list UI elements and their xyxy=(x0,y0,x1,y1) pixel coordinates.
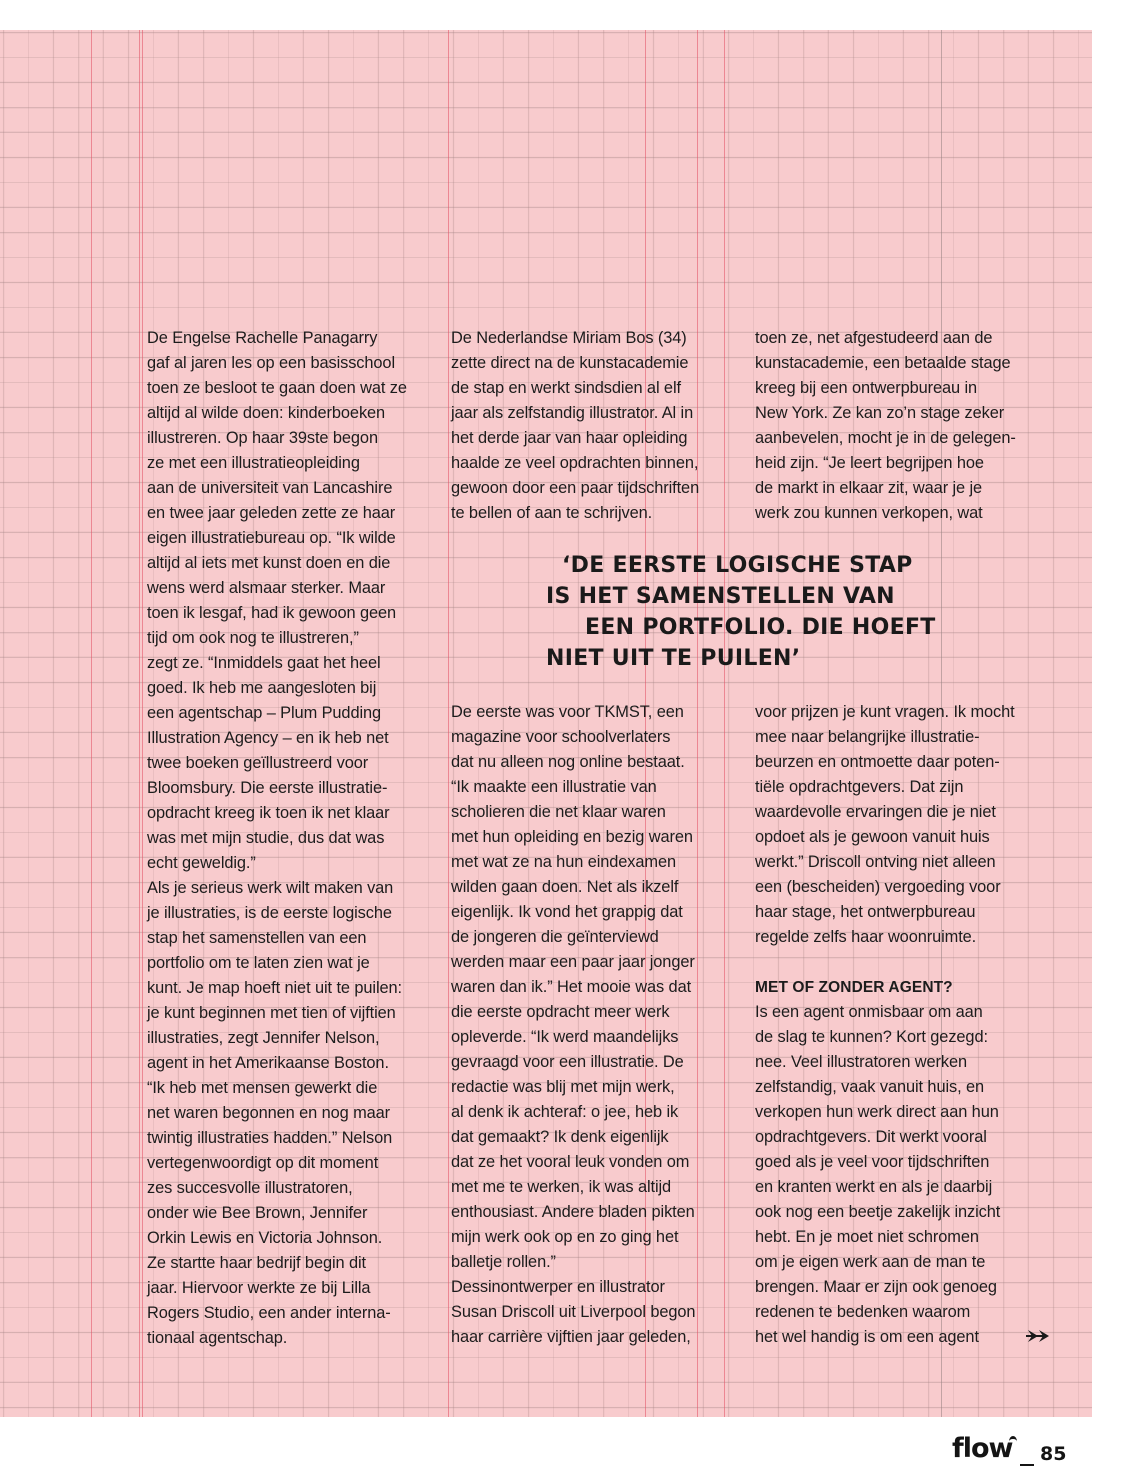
text-line: nee. Veel illustratoren werken xyxy=(755,1053,968,1071)
text-line: verkopen hun werk direct aan hun xyxy=(755,1103,999,1121)
text-line: portfolio om te laten zien wat je xyxy=(147,954,370,972)
red-rule-line xyxy=(697,30,698,1417)
text-line: zette direct na de kunstacademie xyxy=(451,354,689,372)
text-line: die eerste opdracht meer werk xyxy=(451,1003,670,1021)
text-line: twee boeken geïllustreerd voor xyxy=(147,754,369,772)
red-rule-line xyxy=(91,30,92,1417)
text-line: werden maar een paar jaar jonger xyxy=(451,953,695,971)
text-line: brengen. Maar er zijn ook genoeg xyxy=(755,1278,997,1296)
text-line: met me te werken, ik was altijd xyxy=(451,1178,672,1196)
text-line: opdoet als je gewoon vanuit huis xyxy=(755,828,990,846)
text-line: toen ze, net afgestudeerd aan de xyxy=(755,329,993,347)
section-heading: MET OF ZONDER AGENT? xyxy=(755,979,953,996)
text-line: de markt in elkaar zit, waar je je xyxy=(755,479,983,497)
text-line: De Engelse Rachelle Panagarry xyxy=(147,329,378,347)
text-line: altijd al iets met kunst doen en die xyxy=(147,554,391,572)
column-2-bottom xyxy=(451,700,695,1350)
text-line: magazine voor schoolverlaters xyxy=(451,728,671,746)
red-rule-line xyxy=(448,30,449,1417)
text-line: Ze startte haar bedrijf begin dit xyxy=(147,1254,367,1272)
text-line: voor prijzen je kunt vragen. Ik mocht xyxy=(755,703,1015,721)
text-line: illustreren. Op haar 39ste begon xyxy=(147,429,378,447)
text-line: gaf al jaren les op een basisschool xyxy=(147,354,395,372)
text-line: vertegenwoordigt op dit moment xyxy=(147,1154,379,1172)
brand-logo: flow xyxy=(952,1433,1013,1464)
text-line: zes succesvolle illustratoren, xyxy=(147,1179,353,1197)
text-line: beurzen en ontmoette daar poten- xyxy=(755,753,1000,771)
text-line: met hun opleiding en bezig waren xyxy=(451,828,693,846)
text-line: te bellen of aan te schrijven. xyxy=(451,504,653,522)
text-line: Susan Driscoll uit Liverpool begon xyxy=(451,1303,696,1321)
text-line: werkt.” Driscoll ontving niet alleen xyxy=(755,853,996,871)
text-line: onder wie Bee Brown, Jennifer xyxy=(147,1204,368,1222)
red-rule-line xyxy=(724,30,725,1417)
text-line: ze met een illustratieopleiding xyxy=(147,454,360,472)
text-line: de stap en werkt sindsdien al elf xyxy=(451,379,681,397)
text-line: al denk ik achteraf: o jee, heb ik xyxy=(451,1103,679,1121)
text-line: dat ze het vooral leuk vonden om xyxy=(451,1153,690,1171)
text-line: de jongeren die geïnterviewd xyxy=(451,928,659,946)
text-line: illustraties, zegt Jennifer Nelson, xyxy=(147,1029,380,1047)
text-line: Is een agent onmisbaar om aan xyxy=(755,1003,983,1021)
text-line: mijn werk ook op en zo ging het xyxy=(451,1228,679,1246)
text-line: net waren begonnen en nog maar xyxy=(147,1104,391,1122)
pull-quote-line: IS HET SAMENSTELLEN VAN xyxy=(546,584,895,609)
text-line: het derde jaar van haar opleiding xyxy=(451,429,688,447)
column-2-top xyxy=(451,326,699,526)
brand-logo-mark xyxy=(1009,1436,1017,1447)
red-rule-line xyxy=(139,30,140,1417)
text-line: opdracht kreeg ik toen ik net klaar xyxy=(147,804,390,822)
text-line: tionaal agentschap. xyxy=(147,1329,288,1347)
text-line: zegt ze. “Inmiddels gaat het heel xyxy=(147,654,381,672)
text-line: agent in het Amerikaanse Boston. xyxy=(147,1054,389,1072)
text-line: wens werd alsmaar sterker. Maar xyxy=(147,579,386,597)
text-line: “Ik maakte een illustratie van xyxy=(451,778,657,796)
text-line: met wat ze na hun eindexamen xyxy=(451,853,676,871)
column-1 xyxy=(147,326,407,1351)
text-line: werk zou kunnen verkopen, wat xyxy=(755,504,983,522)
text-line: Illustration Agency – en ik heb net xyxy=(147,729,389,747)
pull-quote xyxy=(540,550,936,674)
text-line: regelde zelfs haar woonruimte. xyxy=(755,928,977,946)
text-line: toen ze besloot te gaan doen wat ze xyxy=(147,379,407,397)
text-line: goed. Ik heb me aangesloten bij xyxy=(147,679,377,697)
text-line: een (bescheiden) vergoeding voor xyxy=(755,878,1001,896)
text-line: Als je serieus werk wilt maken van xyxy=(147,879,394,897)
text-line: jaar. Hiervoor werkte ze bij Lilla xyxy=(147,1279,371,1297)
text-line: “Ik heb met mensen gewerkt die xyxy=(147,1079,378,1097)
text-line: toen ik lesgaf, had ik gewoon geen xyxy=(147,604,397,622)
text-line: Bloomsbury. Die eerste illustratie- xyxy=(147,779,388,797)
text-line: waardevolle ervaringen die je niet xyxy=(755,803,996,821)
text-line: De eerste was voor TKMST, een xyxy=(451,703,684,721)
continue-arrow-icon xyxy=(1026,1328,1056,1344)
text-line: dat nu alleen nog online bestaat. xyxy=(451,753,685,771)
text-line: eigen illustratiebureau op. “Ik wilde xyxy=(147,529,396,547)
text-line: Dessinontwerper en illustrator xyxy=(451,1278,665,1296)
text-line: New York. Ze kan zo’n stage zeker xyxy=(755,404,1005,422)
text-line: twintig illustraties hadden.” Nelson xyxy=(147,1129,393,1147)
text-line: je kunt beginnen met tien of vijftien xyxy=(147,1004,396,1022)
text-line: tiële opdrachtgevers. Dat zijn xyxy=(755,778,964,796)
text-line: enthousiast. Andere bladen pikten xyxy=(451,1203,695,1221)
text-line: waren dan ik.” Het mooie was dat xyxy=(451,978,692,996)
text-line: je illustraties, is de eerste logische xyxy=(147,904,392,922)
text-line: een agentschap – Plum Pudding xyxy=(147,704,382,722)
text-line: en kranten werkt en als je daarbij xyxy=(755,1178,993,1196)
text-line: jaar als zelfstandig illustrator. Al in xyxy=(451,404,694,422)
text-line: hebt. En je moet niet schromen xyxy=(755,1228,979,1246)
text-line: stap het samenstellen van een xyxy=(147,929,367,947)
text-line: om je eigen werk aan de man te xyxy=(755,1253,986,1271)
text-line: Rogers Studio, een ander interna- xyxy=(147,1304,391,1322)
text-line: wilden gaan doen. Net als ikzelf xyxy=(451,878,679,896)
text-line: heid zijn. “Je leert begrijpen hoe xyxy=(755,454,984,472)
text-line: kreeg bij een ontwerpbureau in xyxy=(755,379,978,397)
text-line: echt geweldig.” xyxy=(147,854,256,872)
text-line: kunt. Je map hoeft niet uit te puilen: xyxy=(147,979,402,997)
text-line: redactie was blij met mijn werk, xyxy=(451,1078,675,1096)
text-line: opdrachtgevers. Dit werkt vooral xyxy=(755,1128,987,1146)
text-line: haar stage, het ontwerpbureau xyxy=(755,903,976,921)
text-line: kunstacademie, een betaalde stage xyxy=(755,354,1011,372)
text-line: ook nog een beetje zakelijk inzicht xyxy=(755,1203,1001,1221)
text-line: mee naar belangrijke illustratie- xyxy=(755,728,980,746)
text-line: gewoon door een paar tijdschriften xyxy=(451,479,700,497)
column-3-bottom xyxy=(755,700,1015,1350)
red-rule-line xyxy=(142,30,143,1417)
text-line: redenen te bedenken waarom xyxy=(755,1303,971,1321)
pull-quote-line: NIET UIT TE PUILEN’ xyxy=(546,646,801,671)
text-line: de slag te kunnen? Kort gezegd: xyxy=(755,1028,988,1046)
text-line: zelfstandig, vaak vanuit huis, en xyxy=(755,1078,985,1096)
text-line: was met mijn studie, dus dat was xyxy=(147,829,385,847)
text-line: haar carrière vijftien jaar geleden, xyxy=(451,1328,691,1346)
text-line: tijd om ook nog te illustreren,” xyxy=(147,629,359,647)
text-line: eigenlijk. Ik vond het grappig dat xyxy=(451,903,683,921)
text-line: dat gemaakt? Ik denk eigenlijk xyxy=(451,1128,669,1146)
pull-quote-line: ‘DE EERSTE LOGISCHE STAP xyxy=(562,553,913,578)
text-line: aanbevelen, mocht je in de gelegen- xyxy=(755,429,1016,447)
column-3-top xyxy=(755,326,1016,526)
text-line: aan de universiteit van Lancashire xyxy=(147,479,393,497)
text-line: Orkin Lewis en Victoria Johnson. xyxy=(147,1229,383,1247)
text-line: het wel handig is om een agent xyxy=(755,1328,979,1346)
text-line: gevraagd voor een illustratie. De xyxy=(451,1053,684,1071)
text-line: goed als je veel voor tijdschriften xyxy=(755,1153,990,1171)
text-line: altijd al wilde doen: kinderboeken xyxy=(147,404,386,422)
text-line: haalde ze veel opdrachten binnen, xyxy=(451,454,699,472)
pull-quote-line: EEN PORTFOLIO. DIE HOEFT xyxy=(585,615,936,640)
text-line: en twee jaar geleden zette ze haar xyxy=(147,504,396,522)
page-number: 85 xyxy=(1040,1443,1067,1465)
text-line: De Nederlandse Miriam Bos (34) xyxy=(451,329,687,347)
text-line: scholieren die net klaar waren xyxy=(451,803,666,821)
text-line: opleverde. “Ik werd maandelijks xyxy=(451,1028,679,1046)
text-line: balletje rollen.” xyxy=(451,1253,556,1271)
